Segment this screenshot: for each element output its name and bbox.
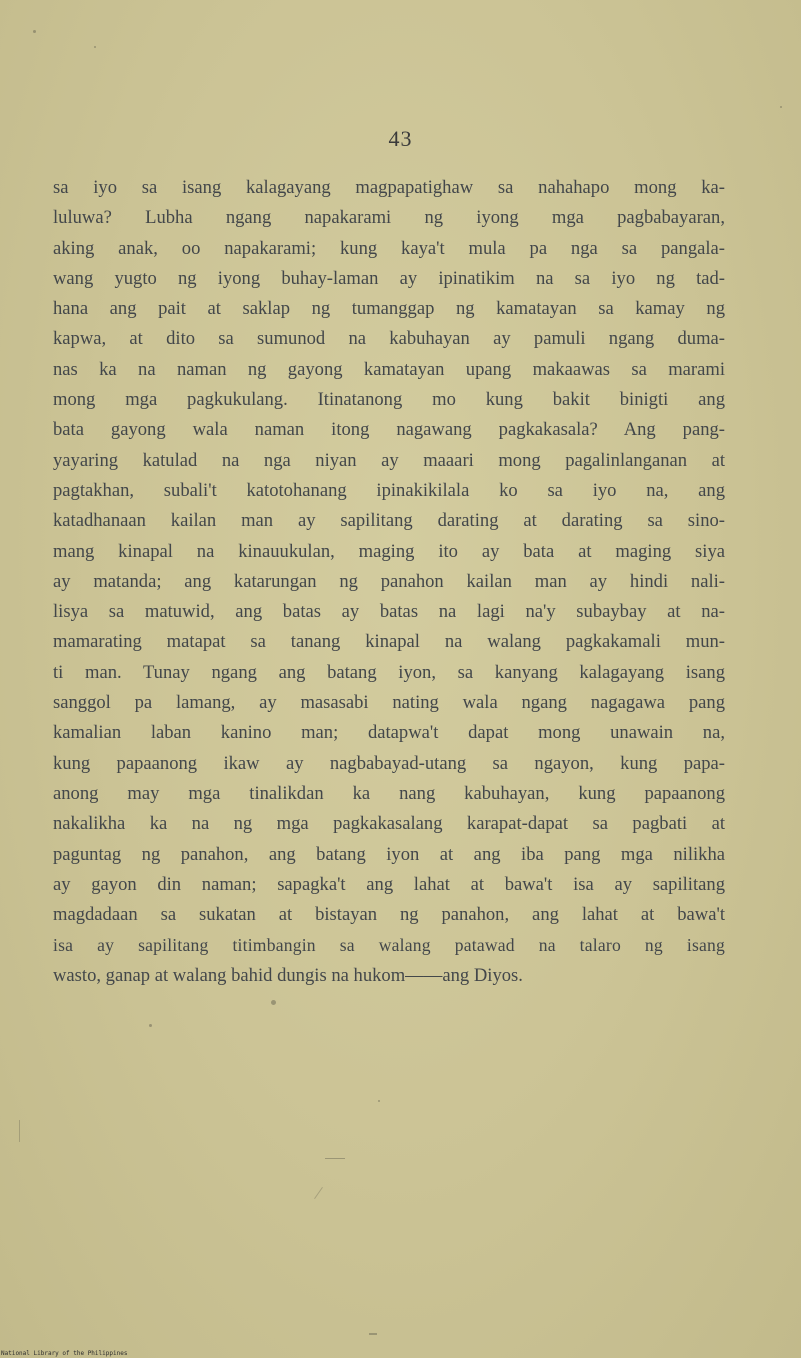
text-line: pagtakhan, subali't katotohanang ipinakikilala ko sa iyo na, ang: [53, 479, 725, 501]
body-text: [53, 173, 725, 991]
text-line: anong may mga tinalikdan ka nang kabuhayan, kung papaanong: [53, 782, 725, 804]
paper-mark: [19, 1120, 20, 1142]
text-line: mamarating matapat sa tanang kinapal na walang pagkakamali mun-: [53, 631, 725, 653]
text-line: magdadaan sa sukatan at bistayan ng panahon, ang lahat at bawa't: [53, 904, 725, 926]
text-line: nakalikha ka na ng mga pagkakasalang karapat-dapat sa pagbati at: [53, 813, 725, 835]
paper-speck: [271, 1000, 276, 1005]
text-line: luluwa? Lubha ngang napakarami ng iyong mga pagbabayaran,: [53, 207, 725, 229]
paper-speck: [149, 1024, 152, 1027]
paper-speck: [94, 46, 96, 48]
text-line: mang kinapal na kinauukulan, maging ito ay bata at maging siya: [53, 540, 725, 562]
text-line: bata gayong wala naman itong nagawang pagkakasala? Ang pang-: [53, 419, 725, 441]
text-line: kamalian laban kanino man; datapwa't dapat mong unawain na,: [53, 722, 725, 744]
paper-mark: [314, 1187, 323, 1199]
paper-speck: [780, 106, 782, 108]
text-line: ay gayon din naman; sapagka't ang lahat at bawa't isa ay sapilitang: [53, 873, 725, 895]
text-line: wasto, ganap at walang bahid dungis na hukom——ang Diyos.: [53, 964, 523, 986]
paper-speck: [378, 1100, 380, 1102]
text-line: yayaring katulad na nga niyan ay maaari mong pagalinlanganan at: [53, 449, 725, 471]
text-line: kung papaanong ikaw ay nagbabayad-utang sa ngayon, kung papa-: [53, 752, 725, 774]
page-number: 43: [388, 126, 413, 151]
text-line: ay matanda; ang katarungan ng panahon kailan man ay hindi nali-: [53, 570, 725, 592]
text-line: ti man. Tunay ngang ang batang iyon, sa kanyang kalagayang isang: [53, 661, 725, 683]
text-line: katadhanaan kailan man ay sapilitang darating at darating sa sino-: [53, 510, 725, 532]
text-line: hana ang pait at saklap ng tumanggap ng kamatayan sa kamay ng: [53, 298, 725, 320]
text-line: aking anak, oo napakarami; kung kaya't mula pa nga sa pangala-: [53, 237, 725, 259]
text-line: sanggol pa lamang, ay masasabi nating wala ngang nagagawa pang: [53, 692, 725, 714]
text-line: paguntag ng panahon, ang batang iyon at ang iba pang mga nilikha: [53, 843, 725, 865]
paper-mark: [369, 1333, 377, 1335]
text-line: sa iyo sa isang kalagayang magpapatighaw sa nahahapo mong ka-: [53, 177, 725, 198]
paper-speck: [33, 30, 36, 33]
text-line: kapwa, at dito sa sumunod na kabuhayan ay pamuli ngang duma-: [53, 328, 725, 350]
text-line: mong mga pagkukulang. Itinatanong mo kung bakit binigti ang: [53, 389, 725, 411]
text-line: nas ka na naman ng gayong kamatayan upang makaawas sa marami: [53, 358, 725, 380]
text-line: isa ay sapilitang titimbangin sa walang patawad na talaro ng isang: [53, 935, 725, 956]
paper-mark: [325, 1158, 345, 1159]
library-watermark: National Library of the Philippines: [1, 1350, 128, 1357]
text-line: lisya sa matuwid, ang batas ay batas na lagi na'y subaybay at na-: [53, 601, 725, 623]
text-line: wang yugto ng iyong buhay-laman ay ipinatikim na sa iyo ng tad-: [53, 267, 725, 289]
